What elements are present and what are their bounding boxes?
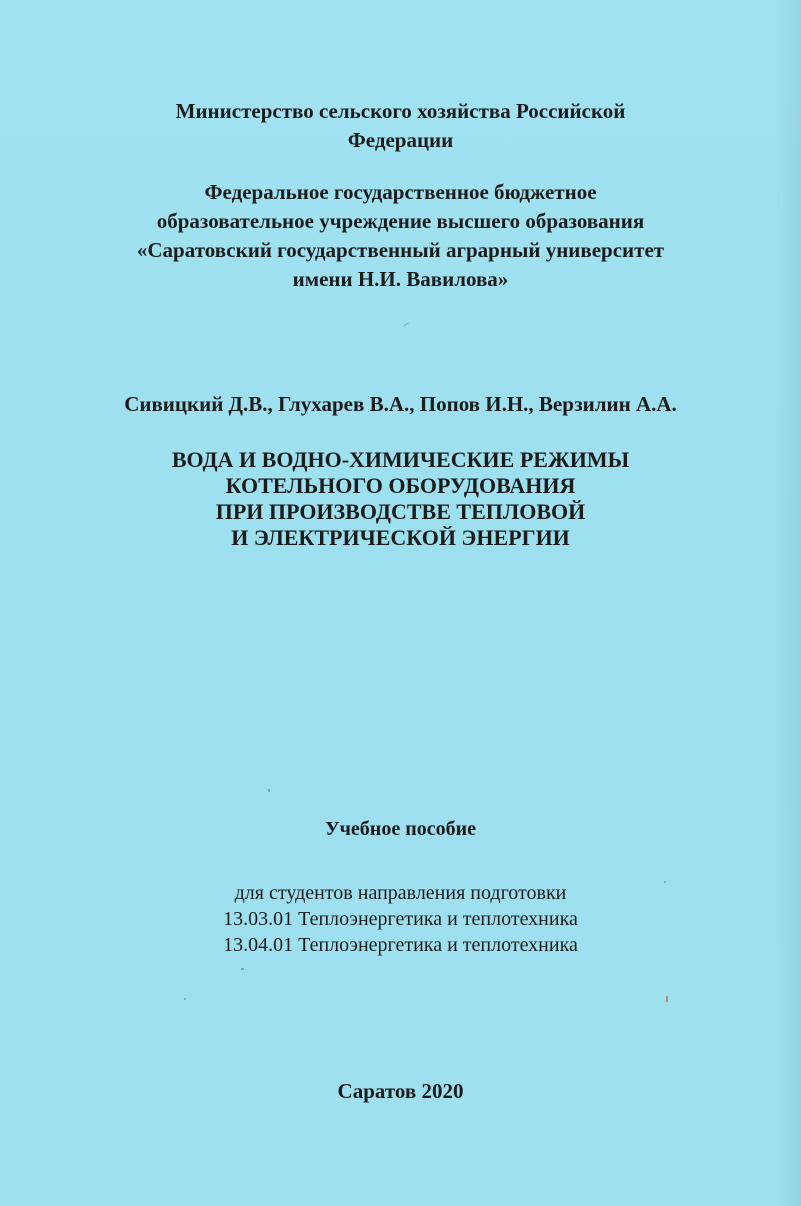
title-line: ПРИ ПРОИЗВОДСТВЕ ТЕПЛОВОЙ bbox=[215, 499, 586, 524]
print-speck bbox=[664, 881, 666, 883]
ministry-heading bbox=[0, 97, 801, 155]
print-speck bbox=[666, 996, 668, 1002]
audience-line: 13.03.01 Теплоэнергетика и теплотехника bbox=[223, 908, 578, 930]
title-line: ВОДА И ВОДНО-ХИМИЧЕСКИЕ РЕЖИМЫ bbox=[171, 447, 630, 472]
authors: Сивицкий Д.В., Глухарев В.А., Попов И.Н., Верзилин А.А. bbox=[124, 392, 677, 416]
target-audience bbox=[0, 880, 801, 958]
title-line: И ЭЛЕКТРИЧЕСКОЙ ЭНЕРГИИ bbox=[231, 525, 570, 550]
institution-line: имени Н.И. Вавилова» bbox=[292, 267, 509, 291]
institution-line: Федеральное государственное бюджетное bbox=[204, 180, 597, 204]
print-speck bbox=[403, 322, 408, 326]
print-speck bbox=[184, 998, 186, 1000]
audience-line: для студентов направления подготовки bbox=[234, 882, 567, 904]
print-speck bbox=[268, 789, 270, 792]
ministry-line: Федерации bbox=[347, 128, 454, 152]
document-type: Учебное пособие bbox=[324, 818, 477, 840]
institution-heading bbox=[0, 178, 801, 294]
institution-line: «Саратовский государственный аграрный университет bbox=[136, 238, 665, 262]
city-year: Саратов 2020 bbox=[337, 1079, 464, 1103]
print-speck bbox=[241, 968, 244, 970]
audience-line: 13.04.01 Теплоэнергетика и теплотехника bbox=[223, 934, 578, 956]
institution-line: образовательное учреждение высшего образования bbox=[156, 209, 645, 233]
ministry-line: Министерство сельского хозяйства Российской bbox=[175, 99, 626, 123]
title-line: КОТЕЛЬНОГО ОБОРУДОВАНИЯ bbox=[225, 473, 576, 498]
book-title bbox=[0, 447, 801, 551]
